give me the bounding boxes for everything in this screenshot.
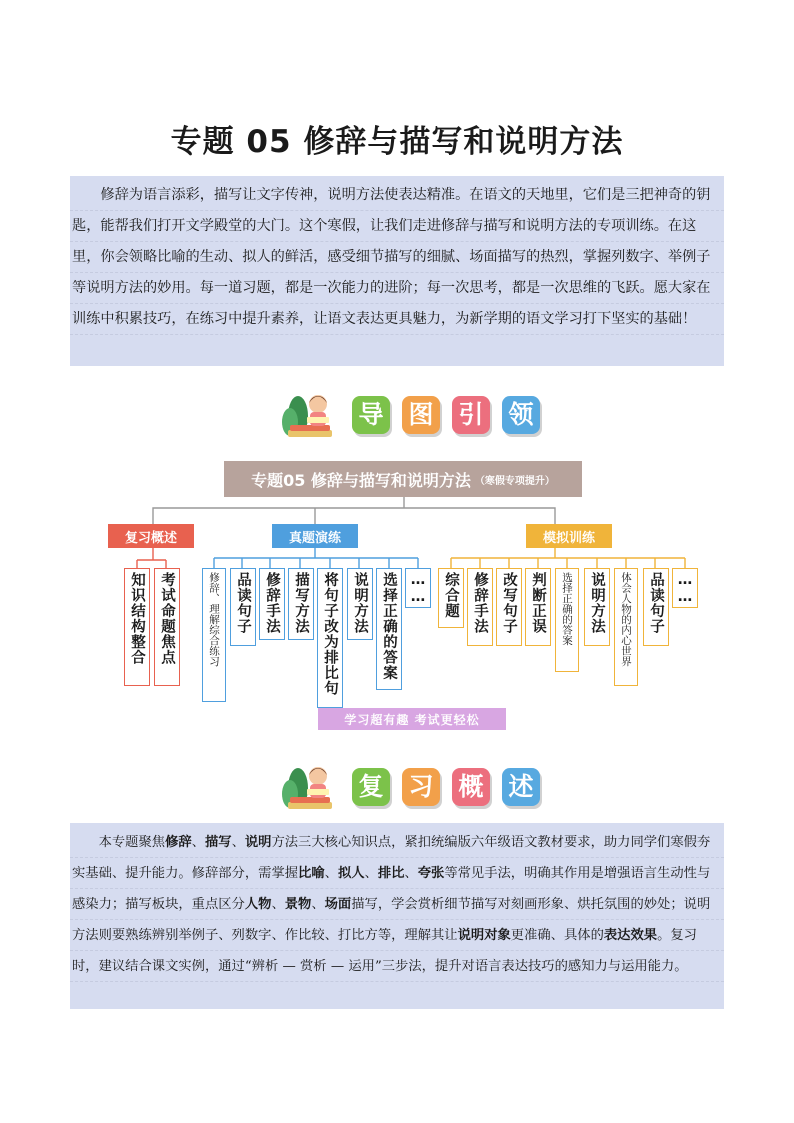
mindmap-root [224,461,582,497]
leaf-description-methods: 描写方法 [288,568,314,640]
leaf-knowledge-structure: 知识结构整合 [124,568,150,686]
leaf-choose-answer-2: 选择正确的答案 [555,568,579,672]
leaf-rhetoric-comprehension: 修辞、理解综合练习 [202,568,226,702]
branch-mock: 模拟训练 [526,524,612,548]
page-title: 专题 05 修辞与描写和说明方法 [170,124,624,160]
reading-child-icon [280,762,346,814]
leaf-rhetoric-methods-2: 修辞手法 [467,568,493,646]
intro-box [70,176,724,366]
leaf-parallelism: 将句子改为排比句 [317,568,343,708]
branch-review: 复习概述 [108,524,194,548]
section-heading-review [280,762,540,822]
mindmap-root-note: （寒假专项提升） [474,475,555,487]
leaf-comprehensive: 综合题 [438,568,464,628]
review-tile-2: 习 [402,768,440,806]
review-tile-3: 概 [452,768,490,806]
section-heading-guide [280,390,540,450]
leaf-choose-answer-1: 选择正确的答案 [376,568,402,690]
leaf-inner-world: 体会人物的内心世界 [614,568,638,686]
leaf-rhetoric-methods-1: 修辞手法 [259,568,285,640]
leaf-exam-focus: 考试命题焦点 [154,568,180,686]
leaf-true-false: 判断正误 [525,568,551,646]
branch-real-exam: 真题演练 [272,524,358,548]
guide-tile-2: 图 [402,396,440,434]
mindmap-banner: 学习超有趣 考试更轻松 [318,708,506,730]
guide-tile-3: 引 [452,396,490,434]
leaf-sentence-reading-1: 品读句子 [230,568,256,646]
reading-child-icon [280,390,346,442]
leaf-etc-1: …… [405,568,431,608]
leaf-sentence-reading-2: 品读句子 [643,568,669,646]
leaf-explanation-methods-1: 说明方法 [347,568,373,640]
summary-paragraph: 本专题聚焦修辞、描写、说明方法三大核心知识点，紧扣统编版六年级语文教材要求，助力同学们寒假夯实基础、提升能力。修辞部分，需掌握比喻、拟人、排比、夸张等常见手法，明确其作用是增强语言生动性与感染力；描写板块，重点区分人物、景物、场面描写，学会赏析细节描写对刻画形象、烘托氛围的妙处；说明方法则要熟练辨别举例子、列数字、作比较、打比方等，理解其让说明对象更准确、具体的表达效果。复习时，建议结合课文实例，通过“辨析 — 赏析 — 运用”三步法，提升对语言表达技巧的感知力与运用能力。 [72,835,711,974]
leaf-explanation-methods-2: 说明方法 [584,568,610,646]
guide-tile-4: 领 [502,396,540,434]
leaf-etc-2: …… [672,568,698,608]
intro-paragraph: 修辞为语言添彩，描写让文字传神，说明方法使表达精准。在语文的天地里，它们是三把神奇的钥匙，能帮我们打开文学殿堂的大门。这个寒假，让我们走进修辞与描写和说明方法的专项训练。在这里，你会领略比喻的生动、拟人的鲜活，感受细节描写的细腻、场面描写的热烈，掌握列数字、举例子等说明方法的妙用。每一道习题，都是一次能力的进阶；每一次思考，都是一次思维的飞跃。愿大家在训练中积累技巧，在练习中提升素养，让语文表达更具魅力，为新学期的语文学习打下坚实的基础！ [72,187,711,327]
summary-box [70,823,724,1009]
review-tile-1: 复 [352,768,390,806]
guide-tile-1: 导 [352,396,390,434]
review-tile-4: 述 [502,768,540,806]
leaf-rewrite-sentences: 改写句子 [496,568,522,646]
mindmap-root-title: 专题05 修辞与描写和说明方法 [251,470,471,490]
